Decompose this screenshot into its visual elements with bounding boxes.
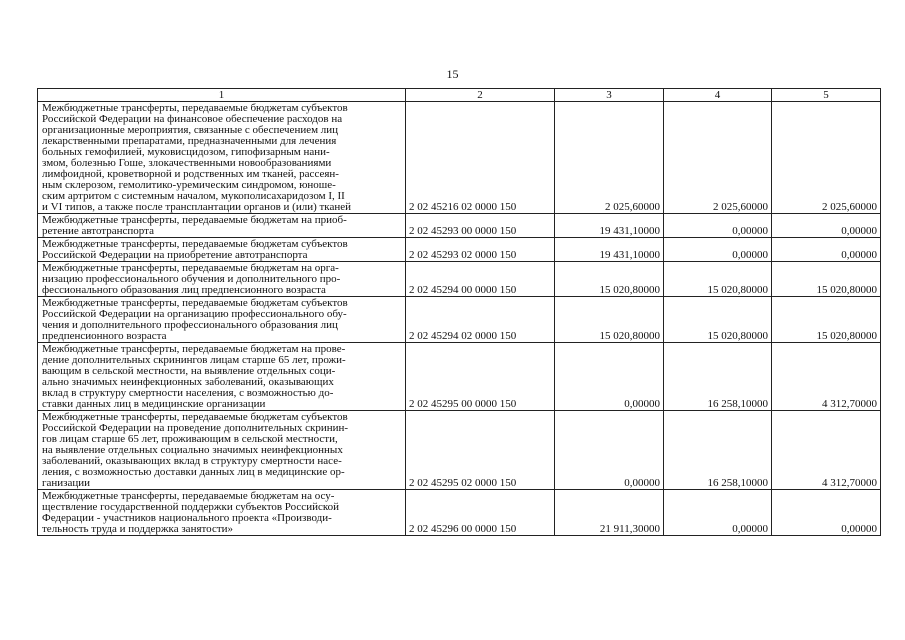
value-col4: 0,00000: [664, 490, 772, 536]
row-description: [38, 490, 406, 536]
description-line: Межбюджетные трансферты, передаваемые бюджетам субъектов: [42, 297, 348, 309]
description-line: ществление государственной поддержки субъектов Российской: [42, 501, 340, 513]
value-col4: 0,00000: [664, 214, 772, 238]
row-description: [38, 343, 406, 411]
description-line: тельность труда и поддержка занятости»: [42, 523, 234, 535]
description-line: Межбюджетные трансферты, передаваемые бюджетам субъектов: [42, 102, 348, 114]
description-line: Российской Федерации на приобретение автотранспорта: [42, 249, 308, 261]
table-row: [38, 297, 881, 343]
description-line: Межбюджетные трансферты, передаваемые бюджетам на приоб-: [42, 214, 347, 226]
description-line: лимфоидной, кроветворной и родственных им тканей, рассеян-: [42, 168, 339, 180]
value-col5: 0,00000: [772, 214, 881, 238]
table-row: [38, 411, 881, 490]
description-line: ставки данных лиц в медицинские организации: [42, 398, 266, 410]
value-col5: 15 020,80000: [772, 262, 881, 297]
description-line: ления, с возможностью доставки данных лиц в медицинские ор-: [42, 466, 345, 478]
table-row: [38, 102, 881, 214]
value-col3: 0,00000: [555, 343, 664, 411]
row-description: [38, 238, 406, 262]
value-col3: 15 020,80000: [555, 297, 664, 343]
column-header: 2: [406, 89, 555, 102]
description-line: Межбюджетные трансферты, передаваемые бюджетам на прове-: [42, 343, 346, 355]
column-number-row: [38, 89, 881, 102]
value-col4: 16 258,10000: [664, 343, 772, 411]
budget-code: 2 02 45294 00 0000 150: [406, 262, 555, 297]
table-row: [38, 490, 881, 536]
description-line: на выявление отдельных социально значимых неинфекционных: [42, 444, 343, 456]
budget-code: 2 02 45216 02 0000 150: [406, 102, 555, 214]
description-line: больных гемофилией, муковисцидозом, гипофизарным нани-: [42, 146, 330, 158]
description-line: Межбюджетные трансферты, передаваемые бюджетам субъектов: [42, 238, 348, 250]
description-line: низацию профессионального обучения и дополнительного про-: [42, 273, 341, 285]
description-line: ретение автотранспорта: [42, 225, 154, 237]
value-col5: 0,00000: [772, 490, 881, 536]
value-col4: 15 020,80000: [664, 262, 772, 297]
description-line: Российской Федерации на финансовое обеспечение расходов на: [42, 113, 343, 125]
row-description: [38, 214, 406, 238]
description-line: Российской Федерации на проведение дополнительных скринин-: [42, 422, 349, 434]
description-line: ганизации: [42, 477, 91, 489]
description-line: Межбюджетные трансферты, передаваемые бюджетам на орга-: [42, 262, 339, 274]
value-col3: 2 025,60000: [555, 102, 664, 214]
budget-code: 2 02 45296 00 0000 150: [406, 490, 555, 536]
table-row: [38, 343, 881, 411]
budget-table: [37, 88, 881, 536]
description-line: Межбюджетные трансферты, передаваемые бюджетам субъектов: [42, 411, 348, 423]
value-col5: 4 312,70000: [772, 411, 881, 490]
value-col3: 21 911,30000: [555, 490, 664, 536]
row-description: [38, 262, 406, 297]
table-row: [38, 238, 881, 262]
budget-code: 2 02 45293 00 0000 150: [406, 214, 555, 238]
description-line: ским артритом с системным началом, мукополисахаридозом I, II: [42, 190, 345, 202]
description-line: предпенсионного возраста: [42, 330, 167, 342]
value-col3: 19 431,10000: [555, 238, 664, 262]
description-line: ально значимых неинфекционных заболеваний, оказывающих: [42, 376, 334, 388]
value-col4: 16 258,10000: [664, 411, 772, 490]
column-header: 1: [38, 89, 406, 102]
description-line: Российской Федерации на организацию профессионального обу-: [42, 308, 347, 320]
table-row: [38, 262, 881, 297]
description-line: чения и дополнительного профессионального образования лиц: [42, 319, 338, 331]
page-number: 15: [446, 67, 459, 81]
description-line: дение дополнительных скринингов лицам старше 65 лет, прожи-: [42, 354, 346, 366]
description-line: вклад в структуру смертности населения, с возможностью до-: [42, 387, 334, 399]
value-col3: 19 431,10000: [555, 214, 664, 238]
description-line: гов лицам старше 65 лет, проживающим в сельской местности,: [42, 433, 338, 445]
value-col3: 15 020,80000: [555, 262, 664, 297]
row-description: [38, 411, 406, 490]
description-line: заболеваний, оказывающих вклад в структуру смертности насе-: [42, 455, 342, 467]
column-header: 5: [772, 89, 881, 102]
value-col3: 0,00000: [555, 411, 664, 490]
budget-code: 2 02 45295 00 0000 150: [406, 343, 555, 411]
value-col5: 0,00000: [772, 238, 881, 262]
value-col5: 4 312,70000: [772, 343, 881, 411]
description-line: Межбюджетные трансферты, передаваемые бюджетам на осу-: [42, 490, 335, 502]
budget-code: 2 02 45293 02 0000 150: [406, 238, 555, 262]
value-col5: 2 025,60000: [772, 102, 881, 214]
description-line: Федерации - участников национального проекта «Производи-: [42, 512, 332, 524]
row-description: [38, 102, 406, 214]
value-col5: 15 020,80000: [772, 297, 881, 343]
description-line: и VI типов, а также после трансплантации органов и (или) тканей: [42, 201, 352, 213]
budget-code: 2 02 45295 02 0000 150: [406, 411, 555, 490]
description-line: организационные мероприятия, связанные с обеспечением лиц: [42, 124, 339, 136]
column-header: 4: [664, 89, 772, 102]
budget-code: 2 02 45294 02 0000 150: [406, 297, 555, 343]
value-col4: 2 025,60000: [664, 102, 772, 214]
description-line: вающим в сельской местности, на выявление отдельных соци-: [42, 365, 336, 377]
table-row: [38, 214, 881, 238]
row-description: [38, 297, 406, 343]
description-line: змом, болезнью Гоше, злокачественными новообразованиями: [42, 157, 332, 169]
description-line: фессионального образования лиц предпенсионного возраста: [42, 284, 326, 296]
column-header: 3: [555, 89, 664, 102]
description-line: ным склерозом, гемолитико-уремическим синдромом, юноше-: [42, 179, 336, 191]
value-col4: 15 020,80000: [664, 297, 772, 343]
value-col4: 0,00000: [664, 238, 772, 262]
description-line: лекарственными препаратами, предназначенными для лечения: [42, 135, 337, 147]
